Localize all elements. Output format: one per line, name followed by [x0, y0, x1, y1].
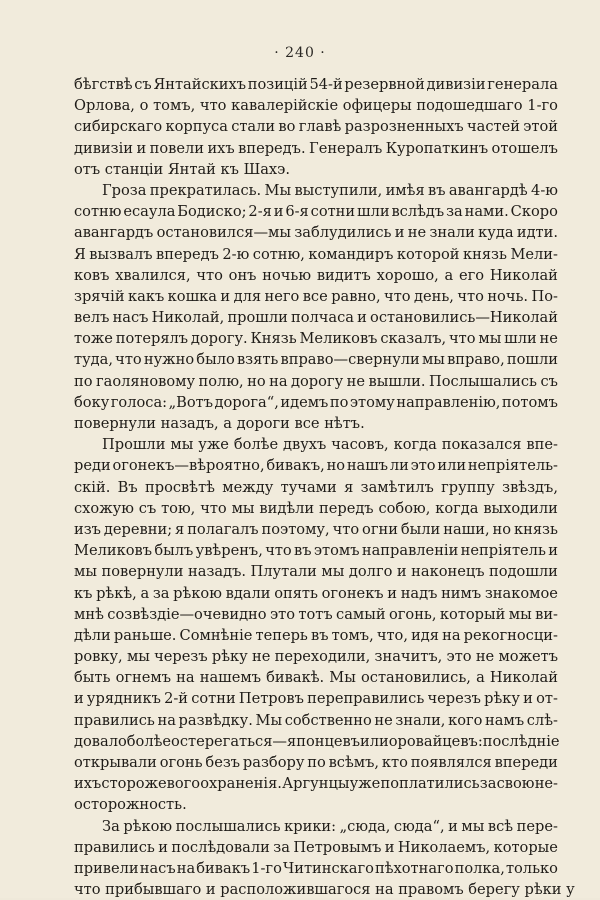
- paragraph: [74, 74, 558, 180]
- text-line: велъ насъ Николай, прошли полчаса и остановились—Николай: [74, 309, 558, 327]
- text-line: отъ станціи Янтай къ Шахэ.: [74, 160, 290, 178]
- text-line: схожую съ тою, что мы видѣли передъ собою, когда выходили: [74, 499, 558, 517]
- paragraph: [74, 434, 558, 815]
- text-line: сотню есаула Бодиско; 2-я и 6-я сотни шли вслѣдъ за нами. Скоро: [74, 203, 558, 221]
- text-line: бѣгствѣ съ Янтайскихъ позицій 54-й резервной дивизіи генерала: [74, 76, 558, 93]
- text-line: правились на развѣдку. Мы собственно не знали, кого намъ слѣ-: [74, 711, 558, 729]
- text-line: зрячій какъ кошка и для него все равно, что день, что ночь. По-: [74, 287, 558, 305]
- text-line: Прошли мы уже болѣе двухъ часовъ, когда показался впе-: [102, 436, 558, 454]
- text-line: Меликовъ былъ увѣренъ, что въ этомъ направленіи непріятель и: [74, 542, 558, 560]
- text-line: по гаоляновому полю, но на дорогу не вышли. Послышались съ: [74, 372, 558, 390]
- text-line: повернули назадъ, а дороги все нѣтъ.: [74, 415, 365, 432]
- text-line: мы повернули назадъ. Плутали мы долго и наконецъ подошли: [74, 563, 558, 581]
- text-line: Я вызвалъ впередъ 2-ю сотню, командиръ которой князь Мели-: [74, 245, 558, 263]
- text-line: боку голоса: „Вотъ дорога“, идемъ по этому направленію, потомъ: [74, 393, 558, 411]
- text-line: авангардъ остановился—мы заблудились и не знали куда идти.: [74, 224, 558, 242]
- text-line: ковъ хвалился, что онъ ночью видитъ хорошо, а его Николай: [74, 266, 558, 284]
- text-line: сибирскаго корпуса стали во главѣ разрозненныхъ частей этой: [74, 118, 558, 136]
- text-line: тоже потерялъ дорогу. Князь Меликовъ сказалъ, что мы шли не: [74, 330, 558, 348]
- paragraph: [74, 180, 558, 434]
- text-line: изъ деревни; я полагалъ поэтому, что огни были наши, но князь: [74, 520, 558, 538]
- text-line: Орлова, о томъ, что кавалерійскіе офицеры подошедшаго 1-го: [74, 97, 558, 115]
- text-line: мнѣ созвѣздіе—очевидно это тотъ самый огонь, который мы ви-: [74, 605, 558, 623]
- body-text: [74, 74, 575, 900]
- text-line: быть огнемъ на нашемъ бивакѣ. Мы остановились, а Николай: [74, 669, 558, 687]
- text-line: ровку, мы черезъ рѣку не переходили, значитъ, это не можетъ: [74, 648, 558, 666]
- text-line: ихъ сторожевого охраненія. Аргунцы уже поплатились за свою не-: [74, 775, 558, 793]
- text-line: довало болѣе остерегаться—японцевъ или оровайцевъ: послѣдніе: [74, 732, 560, 750]
- text-line: и урядникъ 2-й сотни Петровъ переправились черезъ рѣку и от-: [74, 690, 558, 708]
- text-line: За рѣкою послышались крики: „сюда, сюда“, и мы всѣ пере-: [102, 817, 558, 835]
- text-line: туда, что нужно было взять вправо—свернули мы вправо, пошли: [74, 351, 558, 369]
- text-line: открывали огонь безъ разбору по всѣмъ, кто появлялся впереди: [74, 754, 558, 771]
- text-line: реди огонекъ—вѣроятно, бивакъ, но нашъ ли это или непріятель-: [74, 457, 558, 475]
- text-line: привели насъ на бивакъ 1-го Читинскаго пѣхотнаго полка, только: [74, 859, 558, 877]
- text-line: что прибывшаго и расположившагося на правомъ берегу рѣки у: [74, 881, 575, 899]
- paragraph: [74, 816, 575, 900]
- text-line: къ рѣкѣ, а за рѣкою вдали опять огонекъ и надъ нимъ знакомое: [74, 584, 558, 602]
- text-line: дѣли раньше. Сомнѣніе теперь въ томъ, что, идя на рекогносци-: [74, 626, 558, 644]
- text-line: Гроза прекратилась. Мы выступили, имѣя въ авангардѣ 4-ю: [102, 181, 558, 199]
- text-line: скій. Въ просвѣтѣ между тучами я замѣтилъ группу звѣздъ,: [74, 478, 558, 496]
- page-number: · 240 ·: [274, 45, 326, 61]
- text-line: правились и послѣдовали за Петровымъ и Николаемъ, которые: [74, 838, 558, 856]
- text-line: осторожность.: [74, 796, 187, 814]
- text-line: дивизіи и повели ихъ впередъ. Генералъ Куропаткинъ отошелъ: [74, 139, 558, 157]
